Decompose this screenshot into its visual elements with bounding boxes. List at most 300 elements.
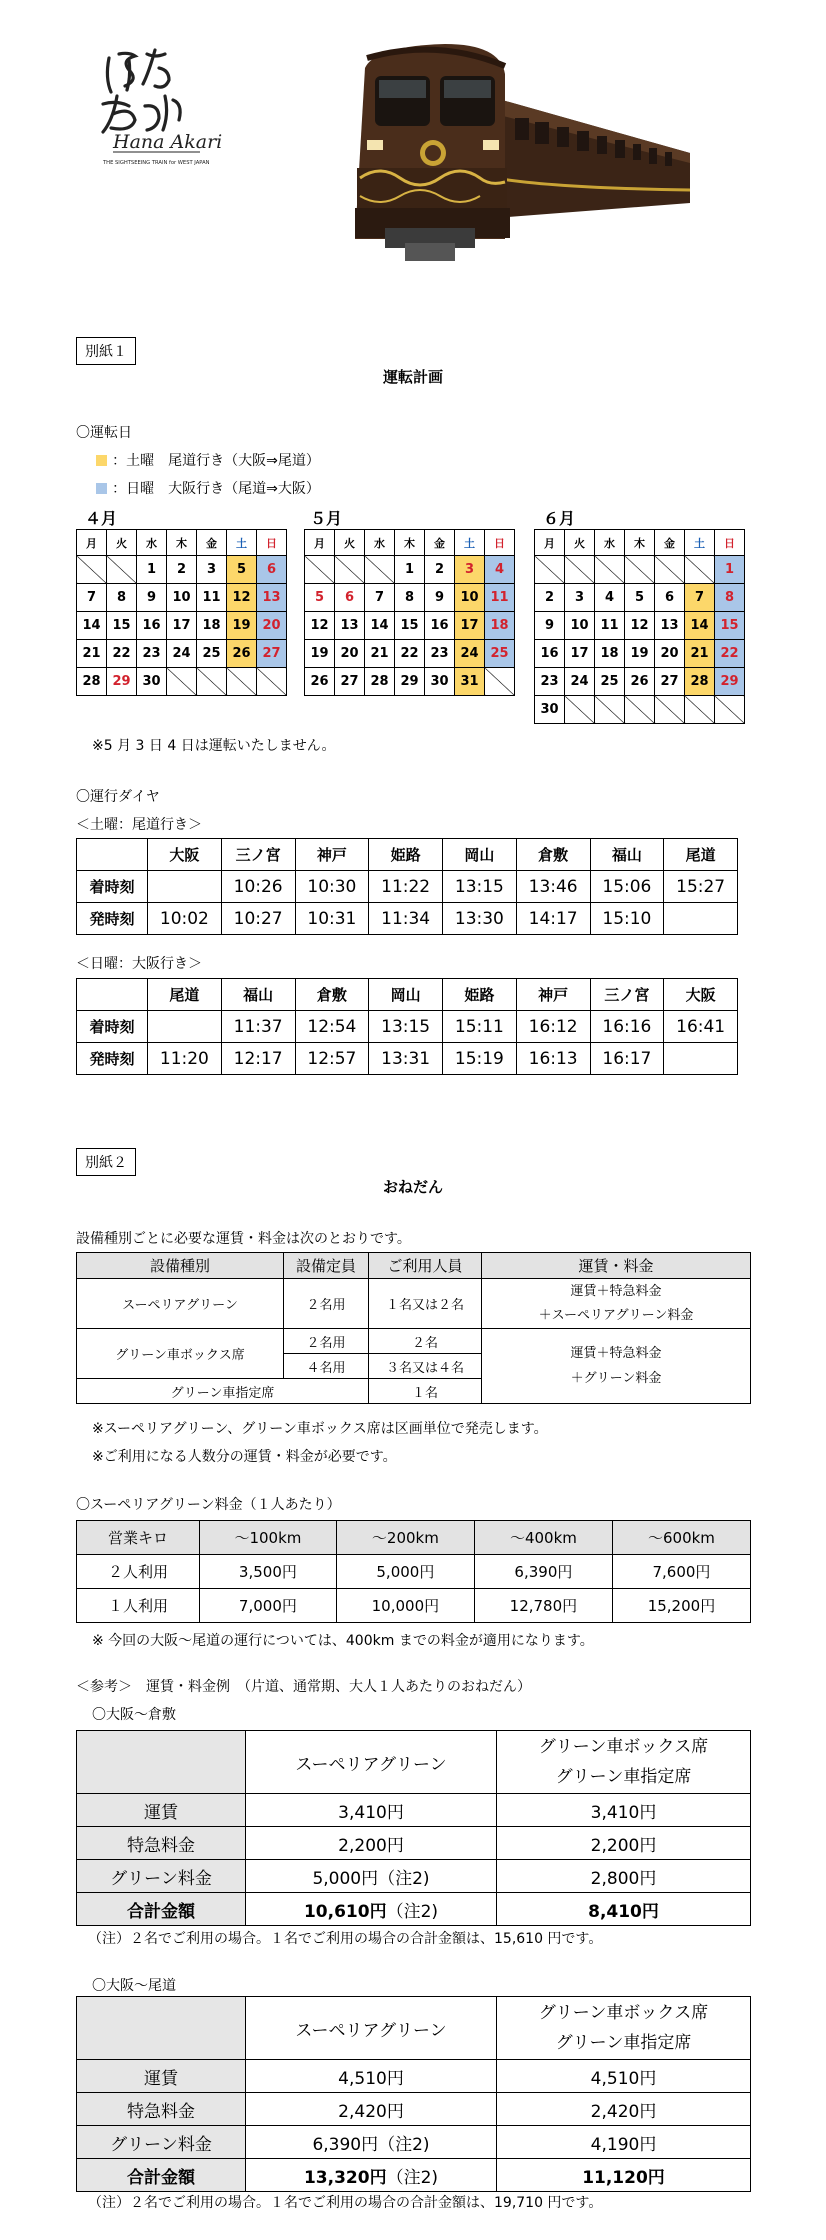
schedule-time: 13:31: [369, 1043, 443, 1075]
calendar-day: 17: [167, 612, 197, 640]
schedule-time: 15:27: [664, 871, 738, 903]
fee-cell: 12,780円: [474, 1589, 612, 1623]
calendar-day: 2: [535, 584, 565, 612]
schedule-time: [664, 1043, 738, 1075]
calendar-day: 28: [77, 668, 107, 696]
calendar-day: 6: [257, 556, 287, 584]
operating-days-heading: 〇運転日: [76, 425, 132, 441]
superior-fee-line2: ＋スーペリアグリーン料金: [538, 1307, 694, 1323]
calendar-day: 9: [425, 584, 455, 612]
schedule-time: 10:31: [295, 903, 369, 935]
train-image: [345, 28, 695, 273]
schedule-time: 16:13: [516, 1043, 590, 1075]
schedule-time: 13:15: [443, 871, 517, 903]
box-people-2: ２名: [369, 1329, 482, 1354]
calendar-day: 5: [625, 584, 655, 612]
calendar-day: 18: [595, 640, 625, 668]
weekday-header: 土: [455, 530, 485, 556]
schedule-time: 16:41: [664, 1011, 738, 1043]
schedule-corner: [77, 839, 148, 871]
station-name: 三ノ宮: [221, 839, 295, 871]
fee-cell: 7,600円: [612, 1555, 750, 1589]
calendar-day: [485, 668, 515, 696]
calendar-june: [534, 529, 745, 724]
calendar-day: 4: [595, 584, 625, 612]
box-people-4: ３名又は４名: [369, 1354, 482, 1379]
schedule-time: 11:22: [369, 871, 443, 903]
calendar-day: [655, 696, 685, 724]
superior-fee-table: [76, 1520, 751, 1623]
calendar-day: 2: [167, 556, 197, 584]
calendar-day: [625, 556, 655, 584]
calendar-day: 22: [715, 640, 745, 668]
section2-tag: 別紙２: [76, 1148, 136, 1176]
weekday-header: 水: [365, 530, 395, 556]
calendar-day: 19: [227, 612, 257, 640]
example-corner: [77, 1731, 246, 1794]
weekday-header: 火: [107, 530, 137, 556]
calendar-day: 8: [107, 584, 137, 612]
schedule-time: 10:30: [295, 871, 369, 903]
schedule-time: 12:17: [221, 1043, 295, 1075]
box-capacity-4: ４名用: [284, 1354, 369, 1379]
example-total-superior: [246, 1893, 497, 1926]
calendar-day: 8: [715, 584, 745, 612]
schedule-time: 15:11: [443, 1011, 517, 1043]
weekday-header: 月: [305, 530, 335, 556]
legend-sun: [96, 478, 320, 498]
calendar-day: [167, 668, 197, 696]
schedule-time: 12:54: [295, 1011, 369, 1043]
calendar-day: 20: [257, 612, 287, 640]
fee-note: ※ 今回の大阪～尾道の運行については、400km までの料金が適用になります。: [92, 1633, 594, 1649]
example-col-superior: スーペリアグリーン: [246, 1731, 497, 1794]
schedule-row-label: 発時刻: [77, 903, 148, 935]
weekday-header: 金: [655, 530, 685, 556]
example-col-green-box: グリーン車ボックス席: [538, 2003, 709, 2023]
example-col-green-box: グリーン車ボックス席: [538, 1737, 709, 1757]
schedule-time: 11:20: [148, 1043, 222, 1075]
example-col-green: [497, 1731, 751, 1794]
fee-cell: 15,200円: [612, 1589, 750, 1623]
example-cell: 6,390円（注2): [246, 2126, 497, 2159]
calendar-day: 25: [595, 668, 625, 696]
calendar-day: [685, 696, 715, 724]
legend-sat-text: ：土曜 尾道行き（大阪⇒尾道）: [112, 453, 320, 469]
train-icon: [345, 28, 695, 273]
calendar-day: 28: [685, 668, 715, 696]
fee-header: ～100km: [199, 1521, 336, 1555]
example-cell: 特急料金: [77, 2093, 246, 2126]
example-cell: 特急料金: [77, 1827, 246, 1860]
calendar-day: 24: [455, 640, 485, 668]
calendar-day: 21: [685, 640, 715, 668]
fee-cell: 6,390円: [474, 1555, 612, 1589]
logo-tagline: THE SIGHTSEEING TRAIN for WEST JAPAN: [103, 160, 210, 166]
fare-intro: 設備種別ごとに必要な運賃・料金は次のとおりです。: [76, 1231, 411, 1247]
calendar-day: 15: [395, 612, 425, 640]
example-cell: 2,800円: [497, 1860, 751, 1893]
calendar-day: 29: [715, 668, 745, 696]
calendar-day: 26: [305, 668, 335, 696]
schedule-row-label: 着時刻: [77, 1011, 148, 1043]
schedule-time: 11:34: [369, 903, 443, 935]
calendar-day: 24: [565, 668, 595, 696]
station-name: 倉敷: [295, 979, 369, 1011]
sat-schedule-label: ＜土曜：尾道行き＞: [76, 817, 202, 833]
weekday-header: 金: [197, 530, 227, 556]
calendar-day: 13: [655, 612, 685, 640]
sat-schedule-table: [76, 838, 738, 935]
calendar-day: 30: [425, 668, 455, 696]
fee-cell: １人利用: [77, 1589, 200, 1623]
weekday-header: 水: [595, 530, 625, 556]
calendar-day: 19: [305, 640, 335, 668]
calendar-day: 20: [335, 640, 365, 668]
calendar-day: 3: [455, 556, 485, 584]
schedule-time: 10:26: [221, 871, 295, 903]
weekday-header: 金: [425, 530, 455, 556]
weekday-header: 月: [535, 530, 565, 556]
calendar-day: 14: [77, 612, 107, 640]
month-label-june: ６月: [543, 509, 576, 528]
schedule-time: 16:17: [590, 1043, 664, 1075]
route-onomichi-label: 〇大阪～尾道: [92, 1978, 176, 1994]
calendar-day: 13: [257, 584, 287, 612]
calendar-day: 18: [485, 612, 515, 640]
calendar-day: 15: [107, 612, 137, 640]
calendar-day: [77, 556, 107, 584]
calendar-day: 12: [227, 584, 257, 612]
weekday-header: 木: [395, 530, 425, 556]
calendar-day: [335, 556, 365, 584]
schedule-time: 16:16: [590, 1011, 664, 1043]
weekday-header: 日: [715, 530, 745, 556]
calendar-day: 18: [197, 612, 227, 640]
calendar-day: 11: [595, 612, 625, 640]
calendar-day: 4: [485, 556, 515, 584]
fee-header: ～200km: [336, 1521, 474, 1555]
example-total-green: 8,410円: [497, 1893, 751, 1926]
schedule-time: 12:57: [295, 1043, 369, 1075]
calendar-day: 11: [197, 584, 227, 612]
weekday-header: 木: [625, 530, 655, 556]
calendar-day: 5: [305, 584, 335, 612]
calendar-day: 12: [625, 612, 655, 640]
calendar-day: [227, 668, 257, 696]
schedule-time: 16:12: [516, 1011, 590, 1043]
example-total-superior-value: 10,610円: [303, 1901, 387, 1922]
green-fee-line2: ＋グリーン料金: [570, 1371, 662, 1386]
fee-cell: 10,000円: [336, 1589, 474, 1623]
schedule-time: 10:02: [148, 903, 222, 935]
calendar-day: 8: [395, 584, 425, 612]
superior-people: １名又は２名: [369, 1279, 482, 1329]
calendar-day: 19: [625, 640, 655, 668]
green-reserved-cell: グリーン車指定席: [77, 1379, 369, 1404]
calendar-day: 26: [227, 640, 257, 668]
calendar-april: [76, 529, 287, 696]
example-table-onomichi: [76, 1996, 751, 2192]
seat-header-type: 設備種別: [77, 1253, 284, 1279]
schedule-time: 15:19: [443, 1043, 517, 1075]
example-cell: 2,420円: [497, 2093, 751, 2126]
calendar-day: 6: [655, 584, 685, 612]
calendar-day: 10: [565, 612, 595, 640]
calendar-day: 14: [365, 612, 395, 640]
station-name: 大阪: [664, 979, 738, 1011]
calendar-day: 17: [565, 640, 595, 668]
calendar-day: 7: [365, 584, 395, 612]
seat-header-people: ご利用人員: [369, 1253, 482, 1279]
sun-schedule-label: ＜日曜：大阪行き＞: [76, 956, 202, 972]
example-cell: 4,190円: [497, 2126, 751, 2159]
calendar-day: 29: [395, 668, 425, 696]
station-name: 姫路: [443, 979, 517, 1011]
calendar-day: 30: [535, 696, 565, 724]
logo-brush-icon: [95, 40, 245, 180]
fee-header: ～400km: [474, 1521, 612, 1555]
calendar-day: 24: [167, 640, 197, 668]
route-kurashiki-label: 〇大阪～倉敷: [92, 1707, 176, 1723]
station-name: 尾道: [148, 979, 222, 1011]
superior-green-cell: スーペリアグリーン: [77, 1279, 284, 1329]
weekday-header: 土: [227, 530, 257, 556]
schedule-row-label: 発時刻: [77, 1043, 148, 1075]
calendar-day: 21: [77, 640, 107, 668]
calendar-day: 22: [107, 640, 137, 668]
weekday-header: 水: [137, 530, 167, 556]
calendar-day: [565, 696, 595, 724]
calendar-day: 22: [395, 640, 425, 668]
example-cell: グリーン料金: [77, 2126, 246, 2159]
calendar-day: 14: [685, 612, 715, 640]
schedule-time: [664, 903, 738, 935]
green-fee: [482, 1329, 751, 1404]
calendar-day: 25: [197, 640, 227, 668]
calendar-day: 28: [365, 668, 395, 696]
legend-sun-text: ：日曜 大阪行き（尾道⇒大阪）: [112, 481, 320, 497]
calendar-day: 16: [535, 640, 565, 668]
schedule-time: 13:30: [443, 903, 517, 935]
calendar-day: 7: [77, 584, 107, 612]
calendar-day: 3: [565, 584, 595, 612]
calendar-day: 27: [257, 640, 287, 668]
section1-title: 運転計画: [382, 368, 443, 386]
calendar-day: 20: [655, 640, 685, 668]
superior-fee-heading: 〇スーペリアグリーン料金（１人あたり）: [76, 1497, 341, 1513]
example-col-superior: スーペリアグリーン: [246, 1997, 497, 2060]
schedule-time: [148, 1011, 222, 1043]
calendar-day: 29: [107, 668, 137, 696]
calendar-day: 27: [335, 668, 365, 696]
calendar-day: [685, 556, 715, 584]
calendar-day: [565, 556, 595, 584]
weekday-header: 日: [485, 530, 515, 556]
calendar-day: [595, 556, 625, 584]
seat-note-2: ※ご利用になる人数分の運賃・料金が必要です。: [92, 1449, 397, 1465]
weekday-header: 日: [257, 530, 287, 556]
schedule-corner: [77, 979, 148, 1011]
weekday-header: 月: [77, 530, 107, 556]
station-name: 倉敷: [516, 839, 590, 871]
calendar-day: 21: [365, 640, 395, 668]
legend-sat: [96, 450, 320, 470]
station-name: 福山: [590, 839, 664, 871]
reference-heading: ＜参考＞ 運賃・料金例 （片道、通常期、大人１人あたりのおねだん）: [76, 1679, 531, 1695]
fee-cell: ２人利用: [77, 1555, 200, 1589]
example-col-green-reserved: グリーン車指定席: [555, 1767, 692, 1787]
example-total-superior-note: （注2): [386, 2167, 439, 2188]
calendar-day: 5: [227, 556, 257, 584]
calendar-day: 17: [455, 612, 485, 640]
calendar-day: 1: [137, 556, 167, 584]
green-fee-line1: 運賃＋特急料金: [570, 1346, 662, 1361]
station-name: 神戸: [295, 839, 369, 871]
calendar-day: 16: [425, 612, 455, 640]
calendar-day: [107, 556, 137, 584]
calendar-day: 26: [625, 668, 655, 696]
fee-cell: 7,000円: [199, 1589, 336, 1623]
station-name: 岡山: [369, 979, 443, 1011]
calendar-day: 1: [395, 556, 425, 584]
calendar-day: 7: [685, 584, 715, 612]
calendar-day: [365, 556, 395, 584]
weekday-header: 土: [685, 530, 715, 556]
station-name: 尾道: [664, 839, 738, 871]
schedule-time: 15:10: [590, 903, 664, 935]
example-corner: [77, 1997, 246, 2060]
calendar-day: 1: [715, 556, 745, 584]
sun-schedule-table: [76, 978, 738, 1075]
example-table-kurashiki: [76, 1730, 751, 1926]
calendar-day: [715, 696, 745, 724]
fee-header: 営業キロ: [77, 1521, 200, 1555]
schedule-time: [148, 871, 222, 903]
onomichi-note: （注）２名でご利用の場合。１名でご利用の場合の合計金額は、19,710 円です。: [88, 2195, 603, 2211]
hana-akari-logo: [95, 40, 245, 180]
example-cell: グリーン料金: [77, 1860, 246, 1893]
schedule-time: 13:15: [369, 1011, 443, 1043]
calendar-day: 9: [535, 612, 565, 640]
seat-header-fee: 運賃・料金: [482, 1253, 751, 1279]
schedule-time: 10:27: [221, 903, 295, 935]
section2-title: おねだん: [382, 1178, 443, 1196]
green-box-cell: グリーン車ボックス席: [77, 1329, 284, 1379]
calendar-day: 2: [425, 556, 455, 584]
kurashiki-note: （注）２名でご利用の場合。１名でご利用の場合の合計金額は、15,610 円です。: [88, 1931, 603, 1947]
logo-en: Hana Akari: [113, 131, 223, 153]
calendar-day: [305, 556, 335, 584]
calendar-day: 23: [137, 640, 167, 668]
seat-header-capacity: 設備定員: [284, 1253, 369, 1279]
seat-note-1: ※スーペリアグリーン、グリーン車ボックス席は区画単位で発売します。: [92, 1421, 548, 1437]
example-col-green: [497, 1997, 751, 2060]
fee-cell: 5,000円: [336, 1555, 474, 1589]
example-total-green: 11,120円: [497, 2159, 751, 2192]
month-label-may: ５月: [310, 509, 343, 528]
schedule-time: 13:46: [516, 871, 590, 903]
example-cell: 4,510円: [246, 2060, 497, 2093]
example-cell: 3,410円: [497, 1794, 751, 1827]
example-total-label: 合計金額: [77, 1893, 246, 1926]
calendar-day: [625, 696, 655, 724]
seat-type-table: [76, 1252, 751, 1404]
calendar-day: 15: [715, 612, 745, 640]
calendar-day: 11: [485, 584, 515, 612]
calendar-day: 31: [455, 668, 485, 696]
fee-header: ～600km: [612, 1521, 750, 1555]
station-name: 神戸: [516, 979, 590, 1011]
calendar-day: 30: [137, 668, 167, 696]
station-name: 三ノ宮: [590, 979, 664, 1011]
calendar-day: 27: [655, 668, 685, 696]
superior-fee-line1: 運賃＋特急料金: [570, 1283, 662, 1299]
calendar-day: [197, 668, 227, 696]
example-cell: 2,200円: [246, 1827, 497, 1860]
month-label-april: ４月: [85, 509, 118, 528]
schedule-time: 15:06: [590, 871, 664, 903]
section1-tag: 別紙１: [76, 337, 136, 365]
diagram-heading: 〇運行ダイヤ: [76, 789, 160, 805]
reserved-people: １名: [369, 1379, 482, 1404]
weekday-header: 木: [167, 530, 197, 556]
calendar-day: [595, 696, 625, 724]
example-cell: 4,510円: [497, 2060, 751, 2093]
calendar-day: 16: [137, 612, 167, 640]
station-name: 福山: [221, 979, 295, 1011]
example-cell: 2,420円: [246, 2093, 497, 2126]
example-cell: 運賃: [77, 1794, 246, 1827]
box-capacity-2: ２名用: [284, 1329, 369, 1354]
calendar-day: [535, 556, 565, 584]
schedule-time: 11:37: [221, 1011, 295, 1043]
schedule-row-label: 着時刻: [77, 871, 148, 903]
example-cell: 3,410円: [246, 1794, 497, 1827]
station-name: 岡山: [443, 839, 517, 871]
calendar-day: 6: [335, 584, 365, 612]
example-cell: 運賃: [77, 2060, 246, 2093]
example-total-label: 合計金額: [77, 2159, 246, 2192]
station-name: 大阪: [148, 839, 222, 871]
calendar-day: 23: [535, 668, 565, 696]
schedule-time: 14:17: [516, 903, 590, 935]
calendar-may: [304, 529, 515, 696]
calendar-day: 9: [137, 584, 167, 612]
fee-cell: 3,500円: [199, 1555, 336, 1589]
example-cell: 2,200円: [497, 1827, 751, 1860]
calendar-day: 3: [197, 556, 227, 584]
legend-sun-swatch-icon: [96, 483, 107, 494]
superior-fee: [482, 1279, 751, 1329]
calendar-day: [655, 556, 685, 584]
example-total-superior-value: 13,320円: [303, 2167, 387, 2188]
calendar-day: 25: [485, 640, 515, 668]
calendar-day: 10: [455, 584, 485, 612]
example-col-green-reserved: グリーン車指定席: [555, 2033, 692, 2053]
weekday-header: 火: [565, 530, 595, 556]
legend-sat-swatch-icon: [96, 455, 107, 466]
calendar-day: 23: [425, 640, 455, 668]
station-name: 姫路: [369, 839, 443, 871]
example-total-superior-note: （注2): [386, 1901, 439, 1922]
example-cell: 5,000円（注2): [246, 1860, 497, 1893]
calendar-day: 12: [305, 612, 335, 640]
calendar-day: 13: [335, 612, 365, 640]
calendar-note: ※5 月 3 日 4 日は運転いたしません。: [92, 738, 336, 754]
example-total-superior: [246, 2159, 497, 2192]
weekday-header: 火: [335, 530, 365, 556]
